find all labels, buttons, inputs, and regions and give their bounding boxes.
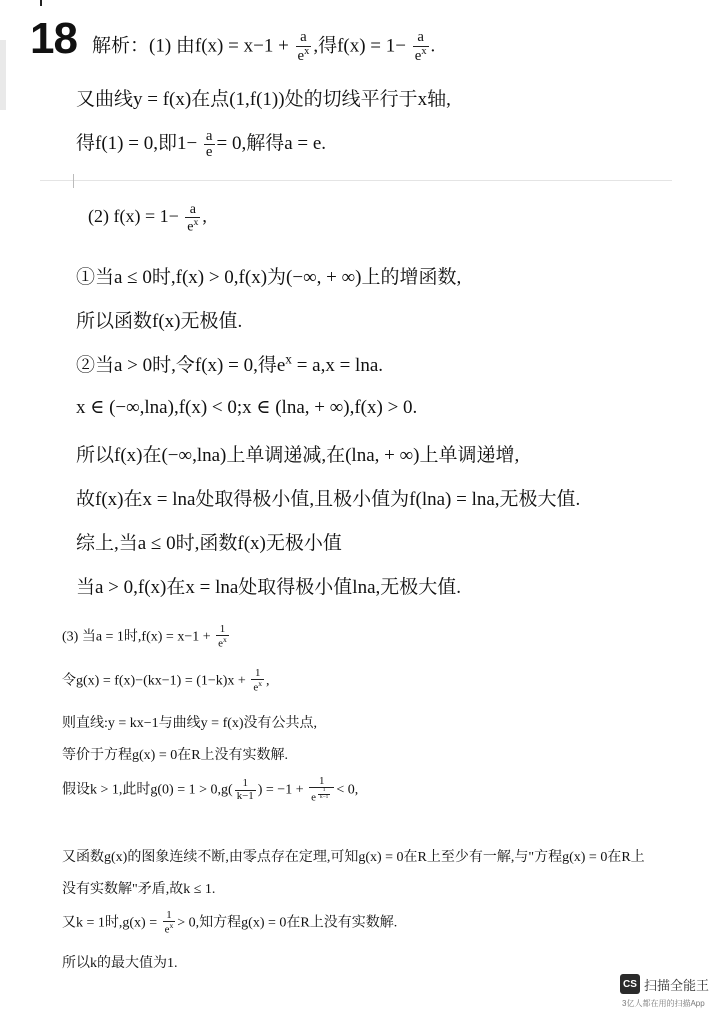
part2-case2d: 故f(x)在x = lna处取得极小值,且极小值为f(lna) = lna,无极大值. <box>76 489 581 510</box>
page-fold-shadow <box>0 40 6 110</box>
scanner-watermark <box>620 974 709 994</box>
part3-line8: 又k = 1时,g(x) = $\frac{1}{e^x}$ > 0,知方程g(x) = 0在R上没有实数解. <box>62 909 398 937</box>
part2-summary2: 当a > 0,f(x)在x = lna处取得极小值lna,无极大值. <box>76 577 462 598</box>
part3-line6: 又函数g(x)的图象连续不断,由零点存在定理,可知g(x) = 0在R上至少有一解,与"方程g(x) = 0在R上 <box>62 850 645 865</box>
part3-line1: (3) 当a = 1时,f(x) = x−1 + $\frac{1}{e^x}$ <box>62 623 227 651</box>
part2-case2b: x ∈ (−∞,lna),f(x) < 0;x ∈ (lna, + ∞),f(x) > 0. <box>76 397 418 418</box>
part2-case2a: ②当a > 0时,令f(x) = 0,得$e^x = a,x = \ln a$. <box>76 351 384 376</box>
part3-line3: 则直线:y = kx−1与曲线y = f(x)没有公共点, <box>62 716 318 731</box>
part1-line1: 解析：(1) 由f(x) = x−1 + $\frac{a}{e^x}$ ,得f(x) = 1− $\frac{a}{e^x}$ . <box>92 29 436 64</box>
fraction-1-over-ex-2: $\frac{1}{e^x}$ <box>253 667 262 695</box>
divider-tick <box>73 174 74 188</box>
part3-line7: 没有实数解"矛盾,故k ≤ 1. <box>62 882 216 897</box>
watermark-tagline: 3亿人都在用的扫描App <box>622 999 705 1008</box>
fraction-1-over-k-minus-1: $\frac{1}{k-1}$ <box>236 777 254 802</box>
problem-number: 18 <box>30 14 77 63</box>
fraction-1-over-e-power: 1 e $^{\frac{1}{k-1}}$ <box>309 776 334 804</box>
fraction-a-over-ex-3: $\frac{a}{e^x}$ <box>187 201 199 235</box>
fraction-a-over-ex: $\frac{a}{e^x}$ <box>297 29 310 64</box>
part1-line3: 得f(1) = 0,即1− $\frac{a}{e}$ = 0,解得a = e. <box>76 127 327 161</box>
fraction-1-over-ex: $\frac{1}{e^x}$ <box>218 623 227 651</box>
part3-line4: 等价于方程g(x) = 0在R上没有实数解. <box>62 748 289 763</box>
part1-line2: 又曲线y = f(x)在点(1,f(1))处的切线平行于x轴, <box>76 89 451 110</box>
part2-case2c: 所以f(x)在(−∞,lna)上单调递减,在(lna, + ∞)上单调递增, <box>76 445 520 466</box>
fraction-a-over-e: $\frac{a}{e}$ <box>205 127 213 161</box>
part2-case1b: 所以函数f(x)无极值. <box>76 311 243 332</box>
fraction-a-over-ex-2: $\frac{a}{e^x}$ <box>414 29 427 64</box>
section-divider <box>40 180 672 181</box>
part3-line5: 假设k > 1,此时g(0) = 1 > 0,g( $\frac{1}{k-1}$ ) = −1 + 1 e $^{\frac{1}{k-1}}$ < 0, <box>62 775 359 804</box>
part3-line2: 令g(x) = f(x)−(kx−1) = (1−k)x + $\frac{1}{e^x}$ , <box>62 667 270 695</box>
fraction-1-over-ex-3: $\frac{1}{e^x}$ <box>164 909 174 937</box>
part3-line9: 所以k的最大值为1. <box>62 956 178 971</box>
part1-line1-lead: 解析：(1) 由f(x) = x−1 + <box>92 35 289 57</box>
part2-summary1: 综上,当a ≤ 0时,函数f(x)无极小值 <box>76 533 342 554</box>
part2-case1a: ①当a ≤ 0时,f(x) > 0,f(x)为(−∞, + ∞)上的增函数, <box>76 267 462 288</box>
scan-mark <box>40 0 42 6</box>
part1-line1-mid: ,得f(x) = 1− <box>313 35 406 57</box>
camscanner-logo-icon: CS <box>620 974 640 994</box>
part2-header: (2) f(x) = 1− $\frac{a}{e^x}$ , <box>88 201 207 235</box>
watermark-name: 扫描全能王 <box>644 977 710 993</box>
